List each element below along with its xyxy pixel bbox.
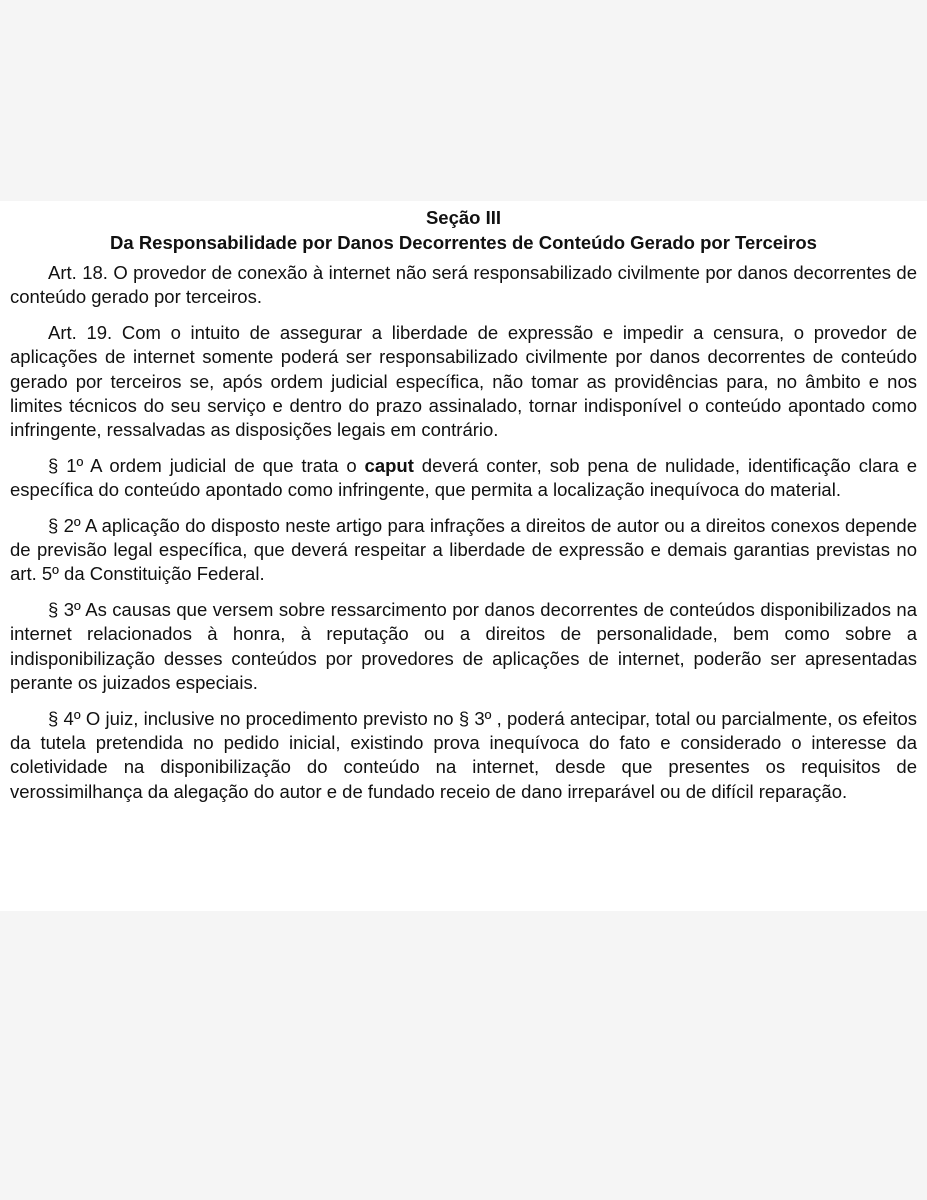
paragraph-3: § 3º As causas que versem sobre ressarcimento por danos decorrentes de conteúdos disponibilizados na internet relacionados à honra, à reputação ou a direitos de personalidade, bem como sobre a indisponibilização desses conteúdos por provedores de aplicações de internet, poderão ser apresentadas perante os juizados especiais.	[10, 598, 917, 694]
caput-term: caput	[364, 454, 414, 476]
paragraph-1	[10, 454, 917, 503]
paragraph-4: § 4º O juiz, inclusive no procedimento previsto no § 3º , poderá antecipar, total ou parcialmente, os efeitos da tutela pretendida no pedido inicial, existindo prova inequívoca do fato e considerado o interesse da coletividade na disponibilização do conteúdo na internet, desde que presentes os requisitos de verossimilhança da alegação do autor e de fundado receio de dano irreparável ou de difícil reparação.	[10, 707, 917, 802]
section-subtitle: Da Responsabilidade por Danos Decorrentes de Conteúdo Gerado por Terceiros	[110, 232, 817, 253]
paragraph-1-end: deverá conter, sob pena de nulidade, identificação clara e específica do conteúdo apontado como infringente, que permita a localização inequívoca do material.	[10, 454, 918, 501]
section-title: Seção III	[425, 207, 502, 228]
article-18: Art. 18. O provedor de conexão à internet não será responsabilizado civilmente por danos decorrentes de conteúdo gerado por terceiros.	[10, 262, 917, 308]
document-page	[0, 201, 927, 911]
paragraph-2: § 2º A aplicação do disposto neste artigo para infrações a direitos de autor ou a direitos conexos depende de previsão legal específica, que deverá respeitar a liberdade de expressão e demais garantias previstas no art. 5º da Constituição Federal.	[10, 514, 917, 585]
article-19: Art. 19. Com o intuito de assegurar a liberdade de expressão e impedir a censura, o provedor de aplicações de internet somente poderá ser responsabilizado civilmente por danos decorrentes de conteúdo gerado por terceiros se, após ordem judicial específica, não tomar as providências para, no âmbito e nos limites técnicos do seu serviço e dentro do prazo assinalado, tornar indisponível o conteúdo apontado como infringente, ressalvadas as disposições legais em contrário.	[10, 321, 917, 441]
paragraph-1-start: § 1º A ordem judicial de que trata o	[48, 454, 365, 476]
